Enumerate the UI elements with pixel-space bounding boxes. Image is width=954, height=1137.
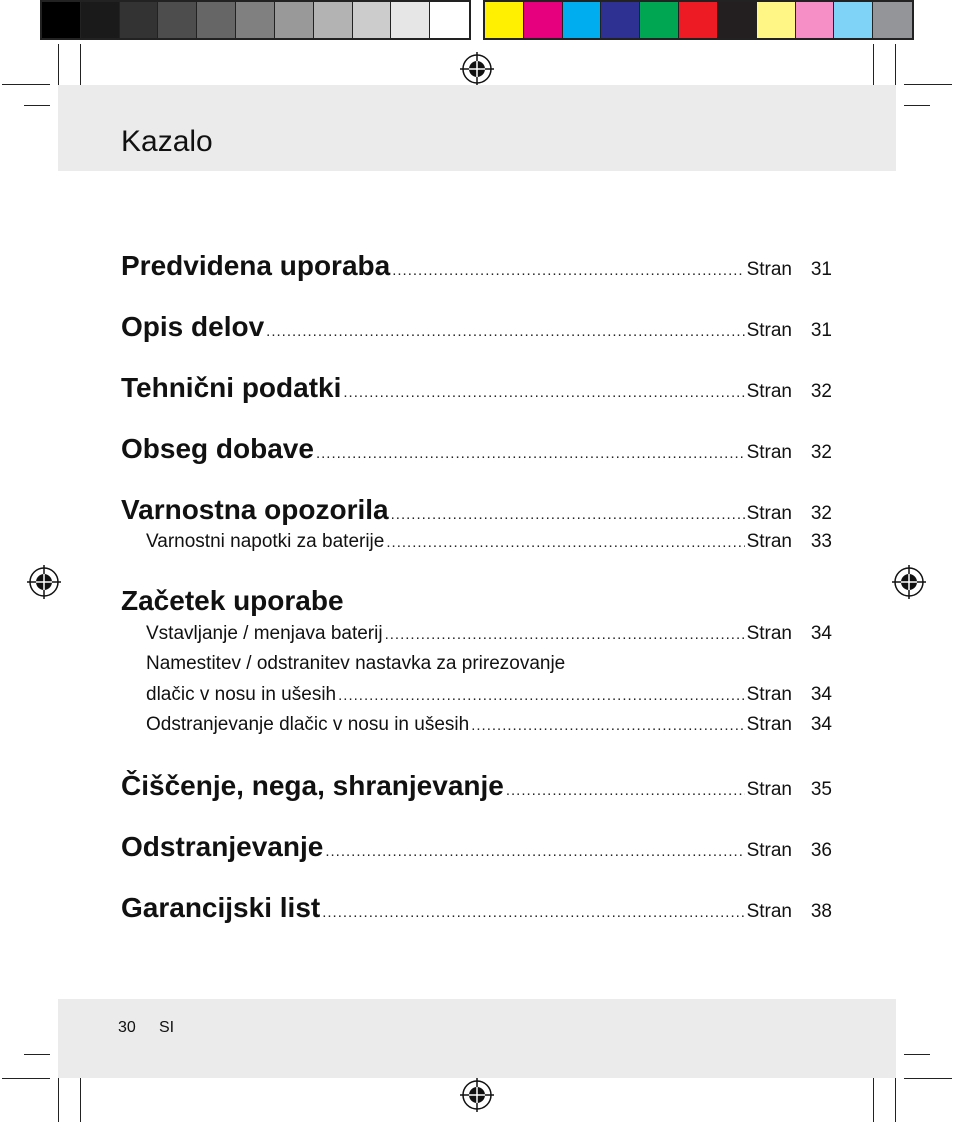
- toc-entry-opis-delov[interactable]: [121, 311, 832, 343]
- toc-page-ref: [747, 623, 832, 645]
- crop-mark: [2, 1078, 50, 1079]
- page-number: 34: [810, 623, 832, 644]
- crop-mark: [904, 1054, 930, 1055]
- footer-band: [58, 999, 896, 1078]
- page-number: 34: [810, 684, 832, 705]
- color-swatch: [524, 2, 563, 38]
- stran-label: Stran: [746, 901, 792, 922]
- registration-mark-icon: [460, 52, 494, 86]
- dot-leader: [325, 843, 744, 860]
- color-swatch: [757, 2, 796, 38]
- page-number: 31: [810, 320, 832, 341]
- toc-entry-label: Varnostni napotki za baterije: [146, 531, 385, 552]
- color-swatch: [563, 2, 602, 38]
- toc-entry-ciscenje[interactable]: [121, 770, 832, 802]
- toc-section-zacetek-uporabe[interactable]: Začetek uporabe: [121, 585, 344, 616]
- toc-subentry-namestitev-line1[interactable]: Namestitev / odstranitev nastavka za prirezovanje: [146, 653, 566, 674]
- stran-label: Stran: [746, 531, 792, 552]
- toc-page-ref: [747, 779, 832, 801]
- stran-label: Stran: [746, 381, 792, 402]
- toc-entry-predvidena-uporaba[interactable]: [121, 250, 832, 282]
- stran-label: Stran: [746, 714, 792, 735]
- color-swatch: [197, 2, 236, 38]
- stran-label: Stran: [746, 684, 792, 705]
- toc-page-ref: [747, 714, 832, 736]
- color-swatch: [391, 2, 430, 38]
- dot-leader: [316, 445, 745, 462]
- toc-page-ref: [747, 320, 832, 342]
- toc-entry-label: Obseg dobave: [121, 433, 314, 464]
- registration-mark-icon: [892, 565, 926, 599]
- dot-leader: [506, 782, 745, 799]
- stran-label: Stran: [746, 320, 792, 341]
- color-swatch: [873, 2, 912, 38]
- page-number: 33: [810, 531, 832, 552]
- dot-leader: [338, 687, 744, 704]
- toc-page-ref: [747, 503, 832, 525]
- footer-page-number: 30: [118, 1019, 136, 1036]
- crop-mark: [904, 1078, 952, 1079]
- color-swatch: [640, 2, 679, 38]
- dot-leader: [385, 626, 745, 643]
- crop-mark: [904, 105, 930, 106]
- color-swatch: [679, 2, 718, 38]
- color-swatch: [796, 2, 835, 38]
- toc-subentry-namestitev-line2[interactable]: [146, 684, 832, 706]
- color-swatch: [485, 2, 524, 38]
- toc-entry-label: Varnostna opozorila: [121, 494, 389, 525]
- toc-entry-label: Predvidena uporaba: [121, 250, 391, 281]
- stran-label: Stran: [746, 442, 792, 463]
- toc-entry-label: Odstranjevanje dlačic v nosu in ušesih: [146, 714, 470, 735]
- crop-mark: [904, 84, 952, 85]
- toc-page-ref: [747, 442, 832, 464]
- toc-entry-label: Čiščenje, nega, shranjevanje: [121, 770, 504, 801]
- dot-leader: [392, 262, 744, 279]
- stran-label: Stran: [746, 840, 792, 861]
- toc-entry-varnostna-opozorila[interactable]: [121, 494, 832, 526]
- stran-label: Stran: [746, 623, 792, 644]
- crop-mark: [873, 44, 874, 90]
- toc-entry-label: Odstranjevanje: [121, 831, 324, 862]
- toc-page-ref: [747, 901, 832, 923]
- toc-page-ref: [747, 531, 832, 553]
- toc-subentry-vstavljanje[interactable]: [146, 623, 832, 645]
- color-swatch: [834, 2, 873, 38]
- toc-entry-label: Tehnični podatki: [121, 372, 342, 403]
- crop-mark: [895, 44, 896, 90]
- crop-mark: [58, 44, 59, 90]
- crop-mark: [80, 44, 81, 90]
- color-swatch: [81, 2, 120, 38]
- registration-mark-icon: [27, 565, 61, 599]
- dot-leader: [386, 534, 744, 551]
- toc-entry-garancijski-list[interactable]: [121, 892, 832, 924]
- crop-mark: [24, 1054, 50, 1055]
- crop-mark: [895, 1074, 896, 1122]
- color-swatch: [236, 2, 275, 38]
- toc-entry-label: Opis delov: [121, 311, 265, 342]
- page-title: Kazalo: [121, 125, 213, 158]
- page-number: 32: [810, 503, 832, 524]
- dot-leader: [471, 717, 744, 734]
- stran-label: Stran: [746, 259, 792, 280]
- grayscale-calibration-bar: [40, 0, 471, 40]
- color-swatch: [275, 2, 314, 38]
- page-number: 36: [810, 840, 832, 861]
- page-number: 32: [810, 442, 832, 463]
- color-swatch: [42, 2, 81, 38]
- color-swatch: [601, 2, 640, 38]
- page-number: 31: [810, 259, 832, 280]
- dot-leader: [322, 904, 744, 921]
- toc-page-ref: [747, 259, 832, 281]
- page-number: 35: [810, 779, 832, 800]
- toc-entry-label: dlačic v nosu in ušesih: [146, 684, 337, 705]
- color-swatch: [314, 2, 353, 38]
- toc-subentry-odstranjevanje-dlacic[interactable]: [146, 714, 832, 736]
- color-swatch: [120, 2, 159, 38]
- footer-language-code: SI: [159, 1019, 175, 1036]
- color-swatch: [353, 2, 392, 38]
- toc-entry-odstranjevanje[interactable]: [121, 831, 832, 863]
- dot-leader: [391, 506, 745, 523]
- toc-entry-tehnicni-podatki[interactable]: [121, 372, 832, 404]
- crop-mark: [2, 84, 50, 85]
- toc-page-ref: [747, 381, 832, 403]
- color-calibration-bar: [483, 0, 914, 40]
- toc-page-ref: [747, 684, 832, 706]
- crop-mark: [58, 1074, 59, 1122]
- crop-mark: [873, 1074, 874, 1122]
- page-number: 38: [810, 901, 832, 922]
- stran-label: Stran: [746, 503, 792, 524]
- registration-mark-icon: [460, 1078, 494, 1112]
- color-swatch: [430, 2, 469, 38]
- toc-entry-label: Garancijski list: [121, 892, 321, 923]
- toc-subentry-varnostni-napotki[interactable]: [146, 531, 832, 553]
- toc-entry-obseg-dobave[interactable]: [121, 433, 832, 465]
- crop-mark: [80, 1074, 81, 1122]
- stran-label: Stran: [746, 779, 792, 800]
- toc-page-ref: [747, 840, 832, 862]
- color-swatch: [718, 2, 757, 38]
- page-number: 34: [810, 714, 832, 735]
- color-swatch: [158, 2, 197, 38]
- page-number: 32: [810, 381, 832, 402]
- toc-entry-label: Vstavljanje / menjava baterij: [146, 623, 383, 644]
- dot-leader: [266, 323, 744, 340]
- crop-mark: [24, 105, 50, 106]
- dot-leader: [343, 384, 744, 401]
